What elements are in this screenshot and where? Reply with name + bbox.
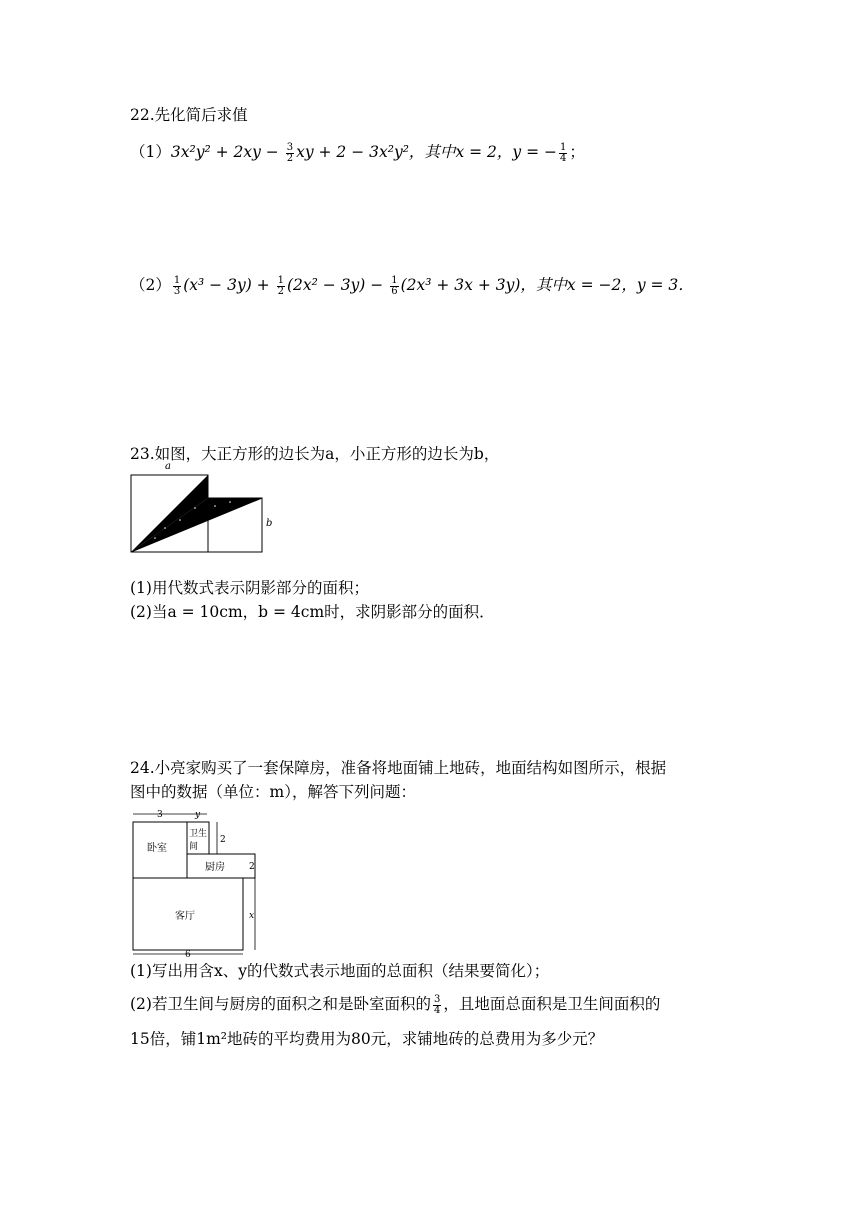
q23-label-a: a	[165, 461, 171, 472]
q23-figure	[125, 458, 285, 558]
q23-sub1: (1)用代数式表示阴影部分的面积；	[130, 579, 369, 597]
q22-title: 22.先化简后求值	[130, 106, 248, 124]
q24-title-line2: 图中的数据（单位：m），解答下列问题：	[130, 783, 416, 801]
q22-part1-expr-b: xy + 2 − 3x²y²，其中	[296, 143, 456, 161]
q22-part2-frac-a: $\frac{1}{3}$	[173, 274, 181, 297]
q22-part1	[130, 141, 585, 164]
q22-part1-expr-a: 3x²y² + 2xy −	[170, 143, 284, 161]
q24-label-kitchen: 厨房	[205, 862, 225, 873]
q24-label-living: 客厅	[175, 911, 195, 922]
q22-part2	[130, 274, 694, 297]
q24-sub2-part-a: (2)若卫生间与厨房的面积之和是卧室面积的	[130, 995, 431, 1013]
q24-dim-kitchen-side: 2	[249, 862, 255, 872]
q24-label-bathroom-2: 间	[189, 842, 199, 852]
q22-part2-expr-b: (2x² − 3y) −	[286, 276, 389, 294]
q23-title: 23.如图，大正方形的边长为a，小正方形的边长为b，	[130, 445, 500, 463]
q22-part2-frac-b: $\frac{1}{2}$	[277, 274, 284, 297]
q22-part2-cond: x = −2，y = 3．	[566, 276, 694, 294]
q24-floor-plan	[125, 806, 275, 961]
q24-dim-top-left: 3	[157, 810, 163, 820]
q24-sub2-line1	[130, 993, 660, 1016]
q24-label-bathroom-1: 卫生	[189, 829, 208, 839]
q22-part1-frac2: $\frac{1}{4}$	[559, 141, 567, 164]
q24-dim-bottom: 6	[185, 950, 191, 960]
q22-part1-frac1: $\frac{3}{2}$	[286, 141, 294, 164]
q24-title-line1: 24.小亮家购买了一套保障房，准备将地面铺上地砖，地面结构如图所示，根据	[130, 759, 667, 777]
q22-part2-expr-c: (2x³ + 3x + 3y)，其中	[400, 276, 567, 294]
q22-part1-label: （1）	[130, 143, 171, 161]
q24-sub1: (1)写出用含x、y的代数式表示地面的总面积（结果要简化）；	[130, 962, 550, 980]
q22-part2-expr-a: (x³ − 3y) +	[183, 276, 275, 294]
q22-part2-label: （2）	[130, 276, 171, 294]
q24-label-bedroom: 卧室	[147, 843, 167, 854]
q24-dim-bath-side: 2	[220, 835, 226, 845]
q23-sub2: (2)当a = 10cm，b = 4cm时，求阴影部分的面积．	[130, 603, 495, 621]
q24-sub2-part-b: ，且地面总面积是卫生间面积的	[443, 995, 661, 1013]
q22-part1-cond: x = 2，y = −	[455, 143, 557, 161]
q24-sub2-line2: 15倍，铺1m²地砖的平均费用为80元，求铺地砖的总费用为多少元？	[130, 1030, 604, 1048]
q24-dim-x: x	[249, 911, 255, 921]
q24-dim-top-right: y	[195, 810, 201, 820]
q23-label-b: b	[266, 518, 273, 529]
q22-part1-end: ；	[569, 143, 585, 161]
q22-part2-frac-c: $\frac{1}{6}$	[391, 274, 398, 297]
q24-sub2-frac: $\frac{3}{4}$	[433, 993, 441, 1016]
